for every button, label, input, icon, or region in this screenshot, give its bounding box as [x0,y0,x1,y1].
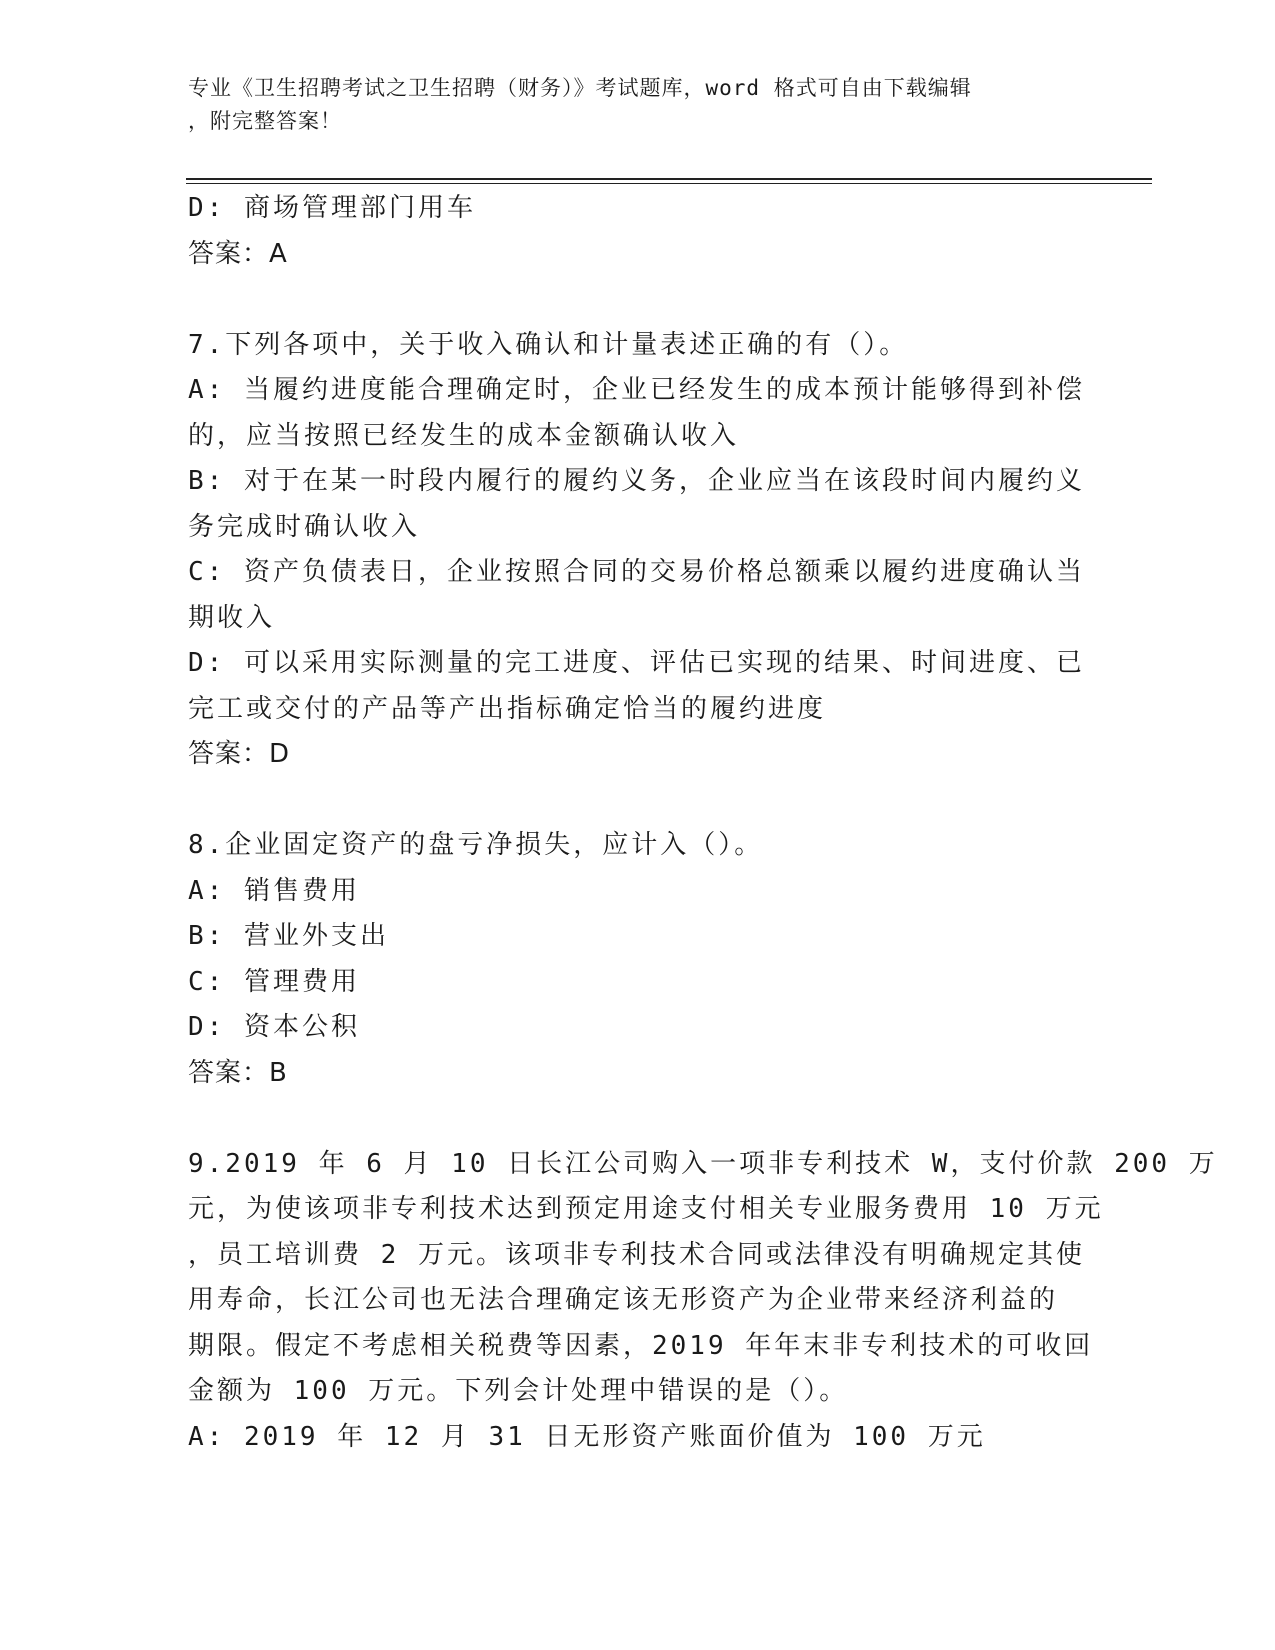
spacer [188,277,1078,323]
header-divider-thin [186,183,1152,184]
q6-option-d: D: 商场管理部门用车 [188,193,476,223]
q7-option-c-line-1: C: 资产负债表日，企业按照合同的交易价格总额乘以履约进度确认当 [188,557,1085,587]
q9-stem-line-2: 元，为使该项非专利技术达到预定用途支付相关专业服务费用 10 万元 [188,1194,1104,1224]
q9-stem-line-3: ，员工培训费 2 万元。该项非专利技术合同或法律没有明确规定其使 [188,1239,1085,1270]
q8-option-b: B: 营业外支出 [188,921,389,951]
q7-option-c-line-2: 期收入 [188,602,276,633]
q7-option-d-line-1: D: 可以采用实际测量的完工进度、评估已实现的结果、时间进度、已 [188,648,1085,678]
q7-answer: 答案：D [188,739,291,769]
q6-answer: 答案：A [188,238,288,269]
q7-option-b-line-1: B: 对于在某一时段内履行的履约义务，企业应当在该段时间内履约义 [188,466,1085,496]
q9-option-a: A: 2019 年 12 月 31 日无形资产账面价值为 100 万元 [188,1421,986,1452]
q8-option-c: C: 管理费用 [188,966,360,997]
q7-option-a-line-2: 的，应当按照已经发生的成本金额确认收入 [188,420,740,451]
q9-stem-line-1: 9.2019 年 6 月 10 日长江公司购入一项非专利技术 W，支付价款 200 万 [188,1148,1218,1179]
header-line-2: ，附完整答案！ [188,109,342,133]
q7-option-a-line-1: A: 当履约进度能合理确定时，企业已经发生的成本预计能够得到补偿 [188,375,1085,405]
header-line-1: 专业《卫生招聘考试之卫生招聘（财务）》考试题库，word 格式可自由下载编辑 [188,76,972,100]
q7-stem: 7.下列各项中，关于收入确认和计量表述正确的有（）。 [188,329,909,360]
q8-stem: 8.企业固定资产的盘亏净损失，应计入（）。 [188,830,764,860]
q8-option-a: A: 销售费用 [188,875,360,906]
q7-option-b-line-2: 务完成时确认收入 [188,511,421,542]
spacer [188,1096,1078,1142]
document-body [188,186,1218,1460]
spacer [188,778,1078,824]
q8-option-d: D: 资本公积 [188,1012,360,1042]
header-divider-thick [186,178,1152,180]
q9-stem-line-4: 用寿命，长江公司也无法合理确定该无形资产为企业带来经济利益的 [188,1285,1059,1315]
page-header [188,72,1068,138]
q7-option-d-line-2: 完工或交付的产品等产出指标确定恰当的履约进度 [188,693,827,724]
q9-stem-line-5: 期限。假定不考虑相关税费等因素，2019 年年末非专利技术的可收回 [188,1330,1094,1361]
q8-answer: 答案：B [188,1057,288,1088]
q9-stem-line-6: 金额为 100 万元。下列会计处理中错误的是（）。 [188,1376,849,1406]
